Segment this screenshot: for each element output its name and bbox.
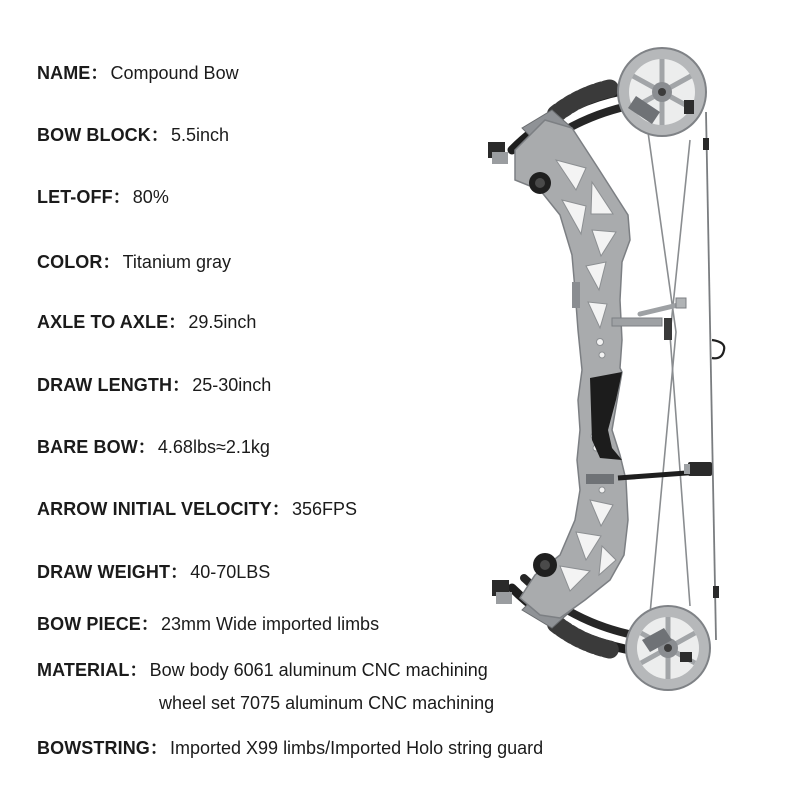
arrow-rod (618, 462, 712, 478)
spec-value: Imported X99 limbs/Imported Holo string guard (170, 738, 544, 758)
spec-label: BOW PIECE： (37, 614, 160, 634)
spec-label: DRAW WEIGHT： (37, 562, 189, 582)
spec-label: BOW BLOCK： (37, 125, 169, 145)
spec-value: 4.68lbs≈2.1kg (157, 437, 270, 457)
riser-knob-top (529, 172, 551, 194)
spec-label: LET-OFF： (37, 187, 131, 207)
d-loop (712, 340, 724, 358)
spec-label: COLOR： (37, 252, 121, 272)
spec-label: ARROW INITIAL VELOCITY： (37, 499, 290, 519)
spec-value: 5.5inch (170, 125, 230, 145)
bowstring (706, 112, 716, 640)
spec-label: BOWSTRING： (37, 738, 168, 758)
riser-knob-bottom (533, 553, 557, 577)
spec-label: AXLE TO AXLE： (37, 312, 187, 332)
spec-value: Bow body 6061 aluminum CNC machining (149, 660, 488, 680)
spec-value: 40-70LBS (190, 562, 271, 582)
spec-value: 29.5inch (188, 312, 257, 332)
spec-value: Titanium gray (122, 252, 231, 272)
bottom-cam (626, 606, 710, 690)
spec-label: BARE BOW： (37, 437, 156, 457)
bowstring-and-cables (648, 112, 724, 640)
spec-value: 356FPS (291, 499, 358, 519)
spec-label: DRAW LENGTH： (37, 375, 191, 395)
spec-value: 80% (132, 187, 169, 207)
spec-value: 25-30inch (192, 375, 272, 395)
spec-value: Compound Bow (110, 63, 239, 83)
spec-value: 23mm Wide imported limbs (161, 614, 380, 634)
spec-label: NAME： (37, 63, 109, 83)
spec-label: MATERIAL： (37, 660, 148, 680)
cable-b (648, 132, 676, 614)
spec-value: wheel set 7075 aluminum CNC machining (159, 693, 495, 713)
riser (515, 120, 630, 618)
top-cam (618, 48, 706, 136)
